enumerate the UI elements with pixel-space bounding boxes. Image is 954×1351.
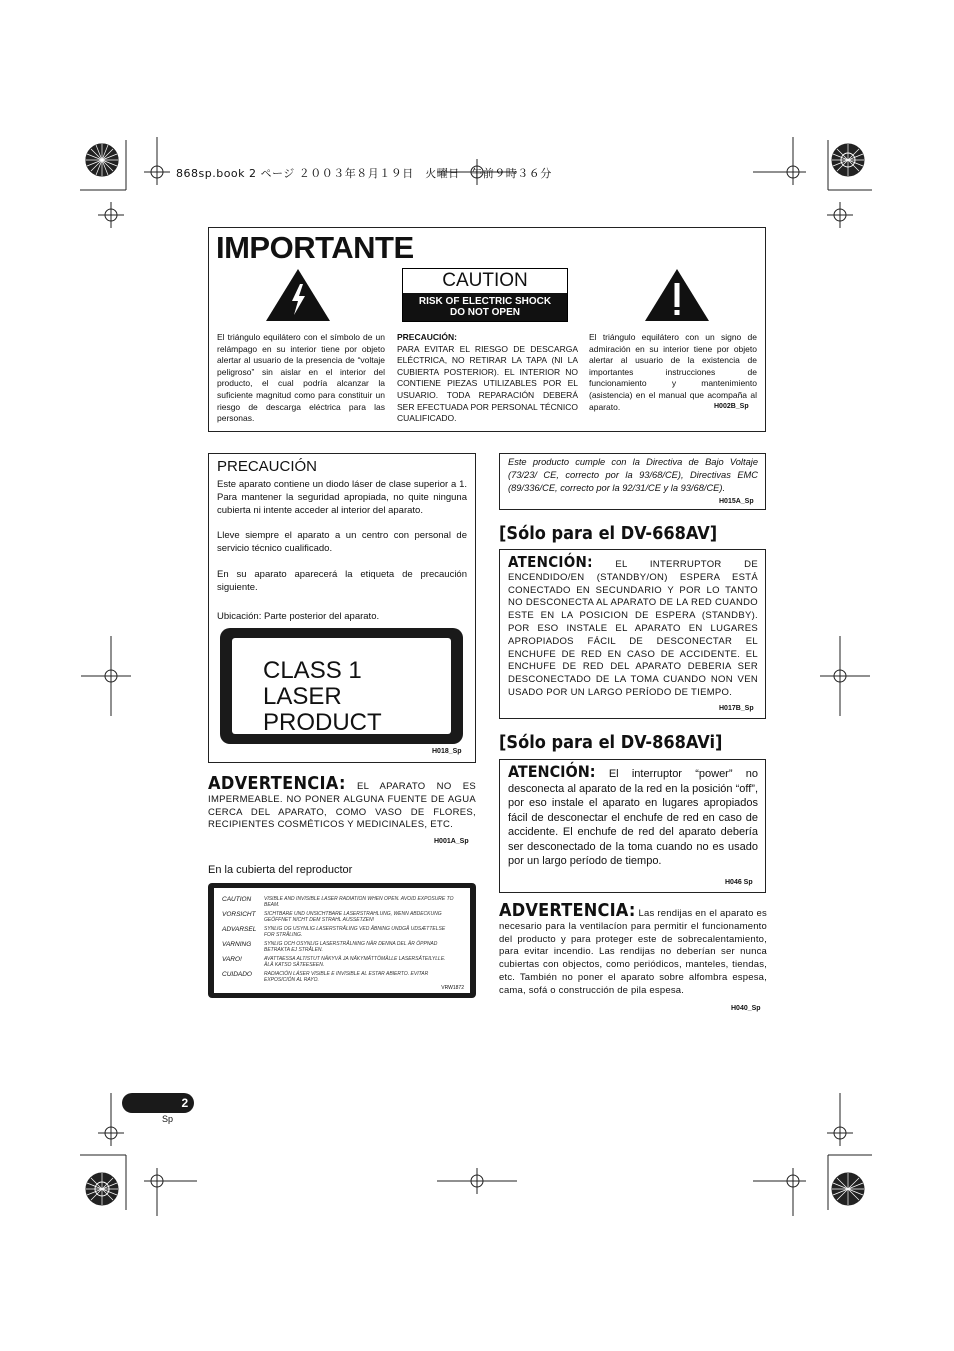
label-row: [222, 911, 454, 923]
advertencia2-title: ADVERTENCIA:: [499, 900, 636, 921]
caution-sub-1: RISK OF ELECTRIC SHOCK: [418, 296, 552, 307]
center-text: PARA EVITAR EL RIESGO DE DESCARGA ELÉCTRICA, NO RETIRAR LA TAPA (NI LA CUBIERTA POSTERIOR). EL INTERIOR NO CONTIENE PIEZAS UTILIZABLES POR EL USUARIO. TODA REPARACIÓN DEBERÁ SER EFECTUADA POR PERSONAL TÉCNICO CUALIFICADO.: [397, 343, 578, 424]
crosshair-icon: [753, 137, 806, 185]
label-row: [222, 926, 454, 938]
dv868-title: ATENCIÓN:: [508, 762, 596, 781]
crosshair-icon: [753, 1168, 806, 1216]
advertencia2-text: Las rendijas en el aparato es necesario para la ventilacíon para permitir el funcionamento del producto y para proteger este de sobrecalentamiento, para evitar incendio. Las rendijas no deberían ser nunca cubiertas con objectos, como periódicos, manteles, tiendas, etc. También no poner el aparato sobre alfombra espesa, cama, sofá o construcción de pila espesa.: [499, 908, 767, 996]
class1-label-inner: [232, 638, 451, 734]
registration-sunburst-icon: [832, 1173, 864, 1205]
caution-text: CAUTION: [442, 270, 528, 291]
dv668-text: EL INTERRUPTOR DE ENCENDIDO/EN (STANDBY/ON) ESPERA ESTÁ CONECTADO EN SECUNDARIO Y POR LO TANTO NO DESCONECTA AL APARATO DE LA RED CUANDO ESTE EN LA POSICION DE ESPERA (STANDBY). POR ESO INSTALE EL APARATO EN LUGARES APROPIADOS FÁCIL DE DESCONECTAR EL ENCHUFE DE RED EN CASO DE ACCIDENTE. EL ENCHUFE DE RED DEL APARATO DEBERIA SER DESCONECTADO DE LA TOMA CUANDO NON VEN USADO POR UN LARGO PERÍODO DE TIEMPO.: [508, 559, 758, 698]
precaucion-p3: En su aparato aparecerá la etiqueta de precaución siguiente.: [217, 569, 467, 593]
label-text: SYNLIG OCH OSYNLIG LASERSTRÅLNING NÄR DENNA DEL ÄR ÖPPNAD BETRAKTA EJ STRÅLEN.: [264, 941, 438, 953]
precaucion-p4: Ubicación: Parte posterior del aparato.: [217, 611, 380, 622]
label-key: VARO!: [222, 956, 242, 963]
registration-sunburst-icon: [86, 1173, 118, 1205]
code-h040: H040_Sp: [731, 1005, 761, 1012]
label-text: SYNLIG OG USYNLIG LASERSTRÅLING VED ÅBNING UNDGÅ UDSÆTTELSE FOR STRÅLING.: [264, 926, 446, 938]
label-row: [222, 941, 454, 953]
directiva-text: Este producto cumple con la Directiva de Bajo Voltaje (73/23/ CE, correcto por la 93/68/CE), Directivas EMC (89/336/CE, correcto por la 92/31/CE y la 93/68/CE).: [508, 457, 758, 493]
registration-sunburst-icon: [832, 144, 864, 176]
label-row: [222, 896, 454, 908]
cubierta-caption: En la cubierta del reproductor: [208, 864, 353, 876]
multilang-label-inner: [214, 888, 470, 993]
file-header: 868sp.book 2 ページ ２００３年８月１９日 火曜日 午前９時３６分: [176, 167, 552, 180]
advertencia-text: EL APARATO NO ES IMPERMEABLE. NO PONER ALGUNA FUENTE DE AGUA CERCA DEL APARATO, COMO VASO DE FLORES, RECIPIENTES COSMÉTICOS Y MEDICINALES, ETC.: [208, 781, 476, 831]
center-heading: PRECAUCIÓN:: [397, 332, 457, 342]
importante-title: IMPORTANTE: [216, 230, 414, 265]
label-row: [222, 971, 454, 983]
caution-sub-2: DO NOT OPEN: [449, 307, 520, 318]
code-h046: H046 Sp: [725, 879, 753, 886]
code-h018: H018_Sp: [432, 748, 462, 755]
label-text: RADIACIÓN LÁSER VISIBLE E INVISIBLE AL ESTAR ABIERTO. EVITAR EXPOSICIÓN AL RAYO.: [264, 971, 429, 983]
dv668-title: ATENCIÓN:: [508, 553, 593, 571]
language-code: Sp: [162, 1114, 174, 1124]
crosshair-icon: [827, 202, 853, 228]
exclamation-warning-icon: [644, 268, 710, 327]
label-text: VISIBLE AND INVISIBLE LASER RADIATION WHEN OPEN. AVOID EXPOSURE TO BEAM.: [264, 896, 454, 908]
multilang-laser-label: [208, 883, 476, 998]
crosshair-icon: [98, 202, 124, 228]
crosshair-icon: [437, 1168, 517, 1194]
precaucion-center: [397, 332, 578, 425]
dv668-content: [508, 553, 758, 700]
class1-line1: CLASS 1: [263, 657, 362, 684]
precaucion-p1: Este aparato contiene un diodo láser de clase superior a 1. Para mantener la seguridad apropiada, no quite ninguna cubierta ni intente acceder al interior del aparato.: [217, 479, 467, 516]
label-text: SICHTBARE UND UNSICHTBARE LASERSTRAHLUNG, WENN ABDECKUNG GEÖFFNET NICHT DEM STRAHL AUSSETZEN!: [264, 911, 442, 923]
lightning-warning-icon: [265, 268, 331, 327]
crosshair-icon: [820, 636, 870, 716]
code-h015a: H015A_Sp: [719, 498, 754, 505]
code-h001a: H001A_Sp: [434, 838, 469, 845]
crosshair-icon: [144, 1168, 197, 1216]
dv668-heading: [Sólo para el DV-668AV]: [499, 523, 718, 544]
advertencia-water: [208, 773, 476, 832]
label-code: VRW1872: [441, 985, 464, 991]
precaucion-title: PRECAUCIÓN: [217, 458, 318, 475]
dv868-content: [508, 762, 758, 869]
crosshair-icon: [144, 137, 170, 185]
lightning-explanation: El triángulo equilátero con el símbolo de un relámpago en su interior tiene por objeto alertar al usuario de la presencia de “voltaje peligroso” sin aislar en el interior del producto, el cual podría alcanzar la suficiente magnitud como para constituir un riesgo de descarga eléctrica para las personas.: [217, 332, 385, 424]
caution-subtext: [403, 293, 567, 321]
page-number: 2: [181, 1096, 189, 1110]
exclamation-explanation: El triángulo equilátero con un signo de admiración en su interior tiene por objeto alertar al usuario de la existencia de importantes instrucciones de funcionamiento y mantenimiento (asistencia) en el manual que acompaña al aparato.: [589, 332, 757, 412]
label-key: VARNING: [222, 941, 252, 948]
dv868-heading: [Sólo para el DV-868AVi]: [499, 732, 723, 753]
label-key: VORSICHT: [222, 911, 256, 918]
label-key: ADVARSEL: [222, 926, 257, 933]
class1-line2: LASER PRODUCT: [263, 683, 382, 736]
crosshair-icon: [98, 1093, 124, 1146]
code-h002b: H002B_Sp: [714, 403, 749, 410]
class1-label-text: [263, 658, 451, 736]
registration-sunburst-icon: [86, 144, 118, 176]
page-number-badge: [122, 1093, 194, 1113]
advertencia-title: ADVERTENCIA:: [208, 773, 346, 794]
crosshair-icon: [81, 636, 131, 716]
precaucion-p2: Lleve siempre el aparato a un centro con personal de servicio técnico cualificado.: [217, 530, 467, 554]
code-h017b: H017B_Sp: [719, 705, 754, 712]
dv868-text: El interruptor “power” no desconecta al aparato de la red en la posición “off”, por eso instale el aparato en lugares apropiados fácil de desconectar el enchufe de red en caso de accidente. El enchufe de red del aparato debería ser desconectado de la toma cuando no es usado por un largo período de tiempo.: [508, 768, 758, 867]
advertencia-vent: [499, 900, 767, 998]
label-row: [222, 956, 454, 968]
label-key: CAUTION: [222, 896, 252, 903]
crosshair-icon: [827, 1093, 853, 1146]
caution-label: [402, 268, 568, 322]
class1-laser-label: [220, 628, 463, 744]
label-key: CUIDADO: [222, 971, 252, 978]
label-text: AVATTAESSA ALTISTUT NÄKYVÄ JA NÄKYMÄTTÖMÄLLE LASERSÄTEILYLLE. ÄLÄ KATSO SÄTEESEEN.: [264, 956, 446, 968]
